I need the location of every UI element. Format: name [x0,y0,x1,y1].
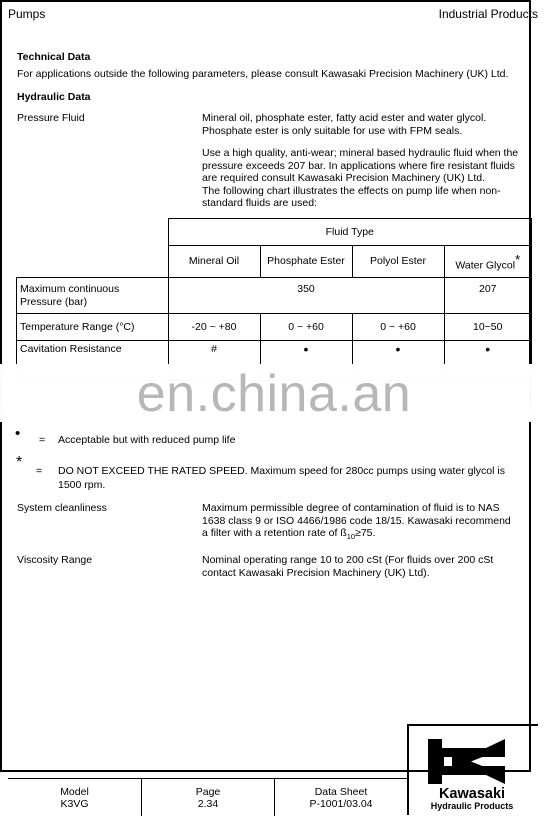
header-left: Pumps [8,7,46,21]
logo-brand-text: Kawasaki [438,786,506,802]
pressure-label-line: Pressure (bar) [20,295,88,308]
row-cavitation-label: Cavitation Resistance [17,341,169,381]
pf-line: pressure exceeds 207 bar. In applications where fire resistant fluids [202,159,515,172]
pf-line: Phosphate ester is only suitable for use with FPM seals. [202,124,463,137]
cav-mineral-oil: # [168,341,260,381]
col-mineral-oil: Mineral Oil [168,246,260,278]
footer-model [8,779,142,816]
footer-data-sheet [275,779,407,816]
watermark-text: en.china.an [136,365,412,423]
technical-heading: Technical Data [17,51,91,63]
star-note-line: 1500 rpm. [58,478,106,491]
footer-page [142,779,275,816]
col-water-glycol [444,246,532,278]
viscosity-line: contact Kawasaki Precision Machinery (UK) Ltd). [202,566,430,579]
cleanliness-label: System cleanliness [17,502,107,514]
sheet-value: P-1001/03.04 [309,798,373,810]
star-note-line: DO NOT EXCEED THE RATED SPEED. Maximum speed for 280cc pumps using water glycol is [58,465,505,477]
bullet-note-text: Acceptable but with reduced pump life [58,434,236,446]
temp-polyol-ester: 0 ~ +60 [352,314,444,341]
pressure-label-line: Maximum continuous [20,283,120,295]
viscosity-label: Viscosity Range [17,554,93,566]
kawasaki-k-mark-icon [409,726,536,813]
cav-polyol-ester: • [352,341,444,381]
pf-line: The following chart illustrates the effects on pump life when non- [202,184,501,197]
pressure-fluid-description [202,112,537,210]
pressure-fluid-label: Pressure Fluid [17,112,85,124]
row-temp-label: Temperature Range (°C) [17,314,169,341]
water-glycol-asterisk: * [515,252,521,267]
bullet-equals: = [39,434,46,446]
cleanliness-text-a: a filter with a retention rate of ß [202,527,347,539]
logo-tagline-text: Hydraulic Products [430,801,514,811]
cav-phosphate-ester: • [260,341,352,381]
model-label: Model [60,786,89,798]
cleanliness-text [202,502,537,544]
technical-intro: For applications outside the following parameters, please consult Kawasaki Precision Machinery (UK) Ltd. [17,68,509,80]
pf-line: Mineral oil, phosphate ester, fatty acid ester and water glycol. [202,112,487,124]
star-note [58,465,533,491]
star-symbol: * [16,454,23,471]
water-glycol-label: Water Glycol [455,259,516,272]
cleanliness-line: Maximum permissible degree of contamination of fluid is to NAS [202,502,500,514]
fluid-type-table [16,218,532,381]
beta-subscript: 10 [346,532,356,542]
pf-line: are required consult Kawasaki Precision Machinery (UK) Ltd. [202,172,486,184]
footer-table [8,778,407,816]
fluid-type-header: Fluid Type [168,219,532,246]
temp-mineral-oil: -20 ~ +80 [168,314,260,341]
col-polyol-ester: Polyol Ester [352,246,444,278]
kawasaki-logo [407,724,538,815]
cleanliness-line: 1638 class 9 or ISO 4466/1986 code 18/15. Kawasaki recommend [202,514,511,527]
row-pressure-label [17,278,169,314]
pf-line: Use a high quality, anti-wear; mineral based hydraulic fluid when the [202,147,519,159]
cleanliness-text-b: ≥75. [355,527,376,539]
sheet-label: Data Sheet [314,786,368,798]
hydraulic-heading: Hydraulic Data [17,91,91,103]
bullet-symbol: • [15,425,21,442]
star-equals: = [36,465,43,477]
cleanliness-line [202,527,537,544]
page-value: 2.34 [197,798,219,810]
temp-phosphate-ester: 0 ~ +60 [260,314,352,341]
cav-water-glycol: • [444,341,532,381]
pressure-common-value: 350 [168,278,444,314]
header-right: Industrial Products [438,7,538,21]
page-label: Page [195,786,221,798]
col-phosphate-ester: Phosphate Ester [260,246,352,278]
temp-water-glycol: 10~50 [444,314,532,341]
viscosity-text [202,554,537,579]
model-value: K3VG [60,798,89,810]
viscosity-line: Nominal operating range 10 to 200 cSt (For fluids over 200 cSt [202,554,494,566]
pressure-wg-value: 207 [444,278,532,314]
pf-line: standard fluids are used: [202,197,317,209]
